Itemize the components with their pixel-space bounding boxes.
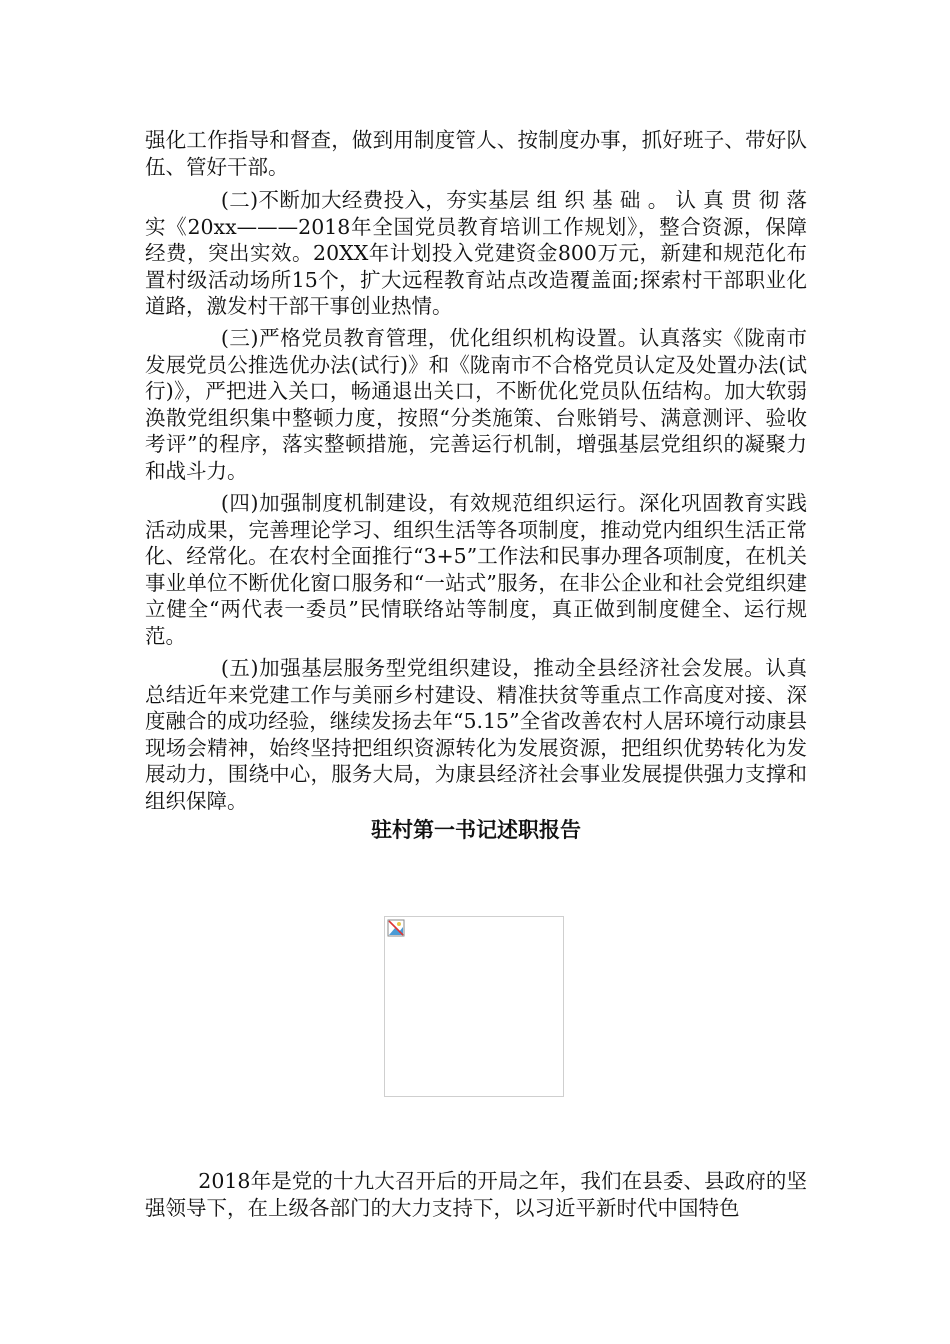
paragraph-continuation: 强化工作指导和督查，做到用制度管人、按制度办事，抓好班子、带好队伍、管好干部。 — [145, 128, 807, 179]
paragraph-report-intro: 2018年是党的十九大召开后的开局之年，我们在县委、县政府的坚强领导下，在上级各部门的大力支持下，以习近平新时代中国特色 — [145, 1169, 807, 1220]
paragraph-4: (四)加强制度机制建设，有效规范组织运行。深化巩固教育实践活动成果，完善理论学习、组织生活等各项制度，推动党内组织生活正常化、经常化。在农村全面推行“3+5”工作法和民事办理各项制度，在机关事业单位不断优化窗口服务和“一站式”服务，在非公企业和社会党组织建立健全“两代表一委员”民情联络站等制度，真正做到制度健全、运行规范。 — [145, 491, 807, 648]
paragraph-5: (五)加强基层服务型党组织建设，推动全县经济社会发展。认真总结近年来党建工作与美丽乡村建设、精准扶贫等重点工作高度对接、深度融合的成功经验，继续发扬去年“5.15”全省改善农村人居环境行动康县现场会精神，始终坚持把组织资源转化为发展资源，把组织优势转化为发展动力，围绕中心，服务大局，为康县经济社会事业发展提供强力支撑和组织保障。 — [145, 656, 807, 813]
paragraph-3: (三)严格党员教育管理，优化组织机构设置。认真落实《陇南市发展党员公推选优办法(试行)》和《陇南市不合格党员认定及处置办法(试行)》，严把进入关口，畅通退出关口，不断优化党员队伍结构。加大软弱涣散党组织集中整顿力度，按照“分类施策、台账销号、满意测评、验收考评”的程序，落实整顿措施，完善运行机制，增强基层党组织的凝聚力和战斗力。 — [145, 326, 807, 483]
broken-image-icon — [387, 919, 405, 937]
image-placeholder — [384, 916, 564, 1097]
paragraph-2: (二)不断加大经费投入，夯实基层 组 织 基 础 。 认 真 贯 彻 落 实《20xx———2018年全国党员教育培训工作规划》，整合资源，保障经费，突出实效。20XX年计划投入党建资金800万元，新建和规范化布置村级活动场所15个，扩大远程教育站点改造覆盖面;探索村干部职业化道路，激发村干部干事创业热情。 — [145, 188, 807, 318]
section-title: 驻村第一书记述职报告 — [371, 817, 581, 842]
